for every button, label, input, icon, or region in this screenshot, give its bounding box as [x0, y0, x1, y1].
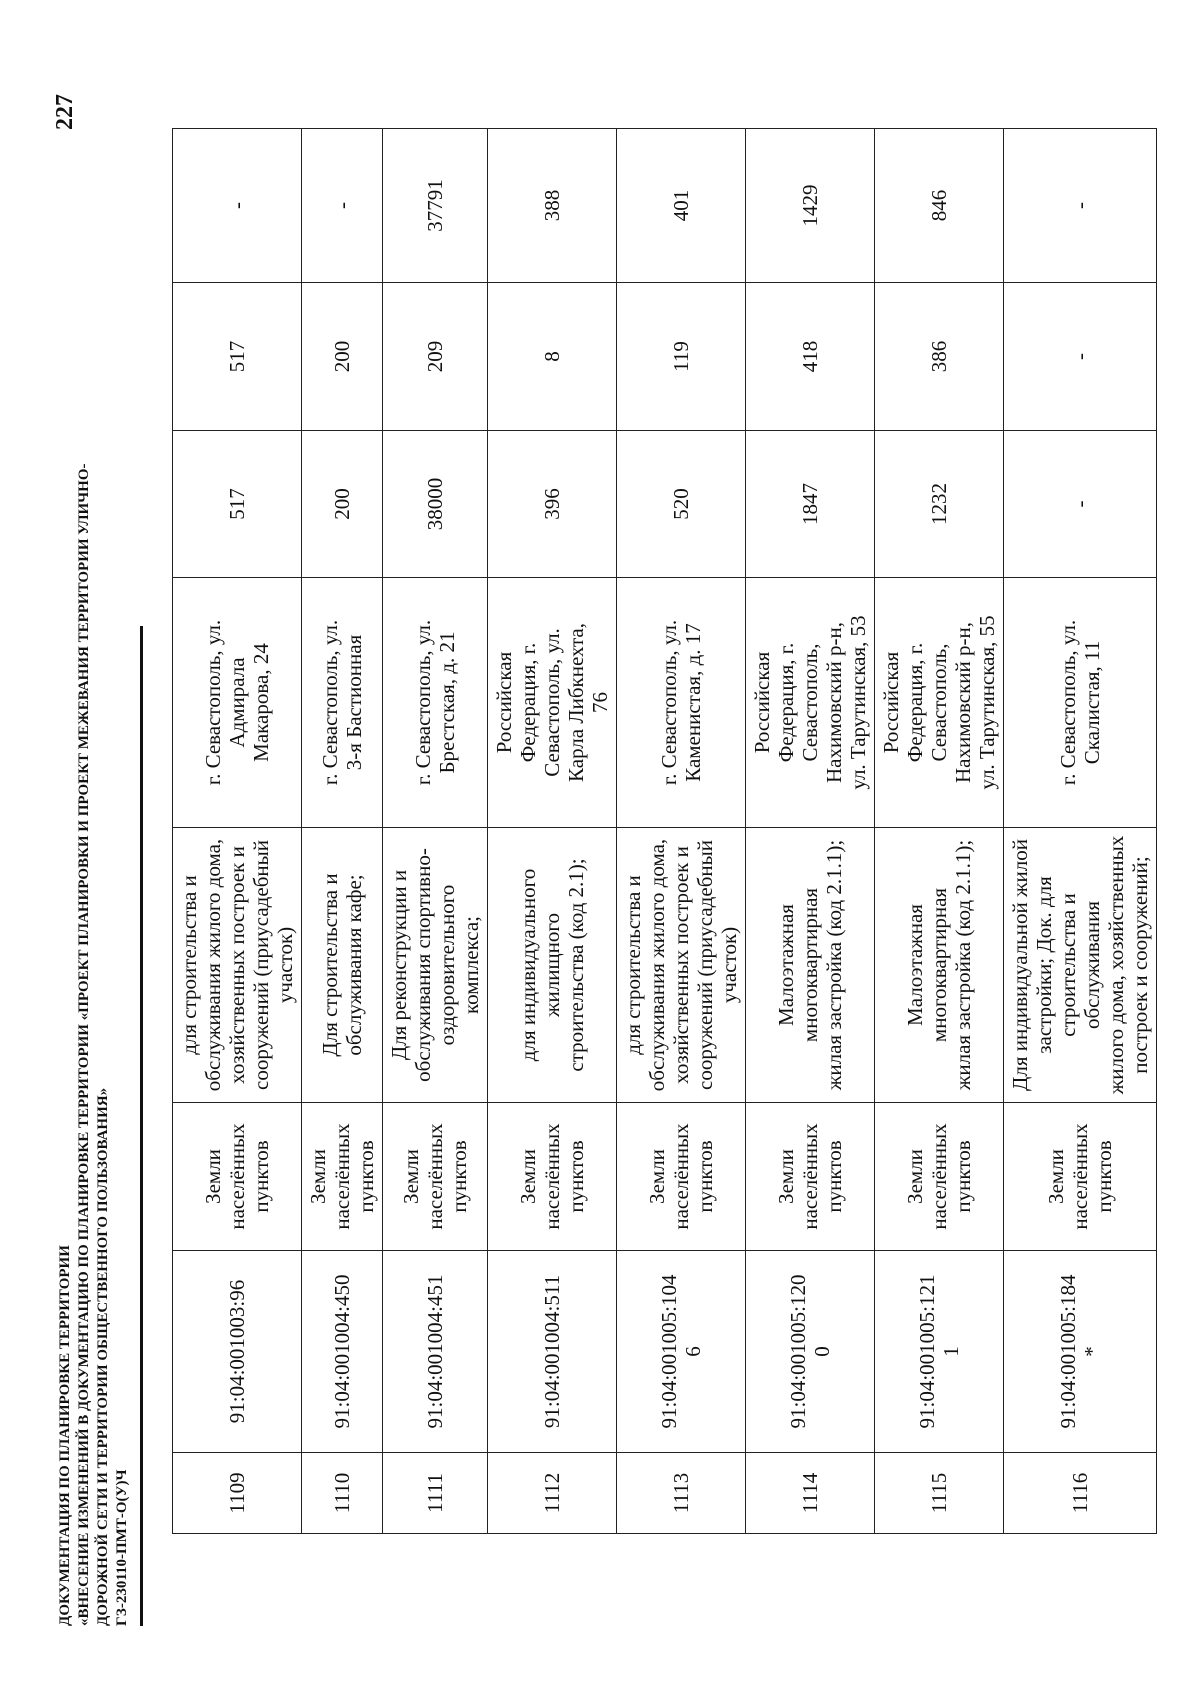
- land-category: Земли населённых пунктов: [617, 1103, 746, 1251]
- area-total: 517: [173, 431, 302, 578]
- land-category: Земли населённых пунктов: [1004, 1103, 1157, 1251]
- area-in-boundary: 119: [617, 283, 746, 431]
- permitted-use: Малоэтажная многоквартирная жилая застройка (код 2.1.1);: [875, 828, 1004, 1103]
- land-category: Земли населённых пунктов: [746, 1103, 875, 1251]
- row-number: 1111: [383, 1453, 488, 1534]
- land-plots-table: [172, 128, 1157, 1534]
- land-category: Земли населённых пунктов: [875, 1103, 1004, 1251]
- row-number: 1115: [875, 1453, 1004, 1534]
- row-number: 1116: [1004, 1453, 1157, 1534]
- table-row: [383, 129, 488, 1534]
- header-line-2: «ВНЕСЕНИЕ ИЗМЕНЕНИЙ В ДОКУМЕНТАЦИЮ ПО ПЛАНИРОВКЕ ТЕРРИТОРИИ «ПРОЕКТ ПЛАНИРОВКИ И ПРОЕКТ МЕЖЕВАНИЯ ТЕРРИТОРИИ УЛИЧНО-: [76, 463, 92, 1626]
- address: г. Севастополь, ул. Адмирала Макарова, 24: [173, 578, 302, 828]
- table-row: [617, 129, 746, 1534]
- address: г. Севастополь, ул. Каменистая, д. 17: [617, 578, 746, 828]
- area-total: -: [1004, 431, 1157, 578]
- area-total: 396: [488, 431, 617, 578]
- area-total: 520: [617, 431, 746, 578]
- permitted-use: для индивидуального жилищного строительства (код 2.1);: [488, 828, 617, 1103]
- area-in-boundary: 209: [383, 283, 488, 431]
- cadastral-number: 91:04:001003:96: [173, 1251, 302, 1453]
- area-total: 1232: [875, 431, 1004, 578]
- permitted-use: Малоэтажная многоквартирная жилая застройка (код 2.1.1);: [746, 828, 875, 1103]
- area-total: 38000: [383, 431, 488, 578]
- area-total: 1847: [746, 431, 875, 578]
- document-header: [56, 66, 132, 1626]
- table-row: [173, 129, 302, 1534]
- area-remaining: -: [302, 129, 383, 283]
- area-in-boundary: 517: [173, 283, 302, 431]
- table-row: [488, 129, 617, 1534]
- land-category: Земли населённых пунктов: [173, 1103, 302, 1251]
- cadastral-number: 91:04:001004:451: [383, 1251, 488, 1453]
- page-number: 227: [52, 94, 78, 130]
- row-number: 1110: [302, 1453, 383, 1534]
- cadastral-number: 91:04:001004:511: [488, 1251, 617, 1453]
- address: Российская Федерация, г. Севастополь, ул. Карла Либкнехта, 76: [488, 578, 617, 828]
- address: Российская Федерация, г. Севастополь, Нахимовский р-н, ул. Тарутинская, 55: [875, 578, 1004, 828]
- header-line-1: ДОКУМЕНТАЦИЯ ПО ПЛАНИРОВКЕ ТЕРРИТОРИИ: [57, 1245, 73, 1626]
- cadastral-number: 91:04:001005:184 *: [1004, 1251, 1157, 1453]
- area-remaining: 401: [617, 129, 746, 283]
- address: г. Севастополь, ул. Брестская, д. 21: [383, 578, 488, 828]
- area-in-boundary: 8: [488, 283, 617, 431]
- row-number: 1109: [173, 1453, 302, 1534]
- cadastral-number: 91:04:001004:450: [302, 1251, 383, 1453]
- cadastral-number: 91:04:001005:121 1: [875, 1251, 1004, 1453]
- area-remaining: 388: [488, 129, 617, 283]
- permitted-use: Для реконструкции и обслуживания спортивно- оздоровительного комплекса;: [383, 828, 488, 1103]
- area-remaining: -: [173, 129, 302, 283]
- area-remaining: -: [1004, 129, 1157, 283]
- permitted-use: Для строительства и обслуживания кафе;: [302, 828, 383, 1103]
- area-remaining: 37791: [383, 129, 488, 283]
- table-row: [302, 129, 383, 1534]
- row-number: 1112: [488, 1453, 617, 1534]
- address: Российская Федерация, г. Севастополь, Нахимовский р-н, ул. Тарутинская, 53: [746, 578, 875, 828]
- area-remaining: 1429: [746, 129, 875, 283]
- area-in-boundary: 200: [302, 283, 383, 431]
- header-line-4: ГЗ-230110-ПМТ-О(У)Ч: [114, 1469, 130, 1626]
- land-category: Земли населённых пунктов: [488, 1103, 617, 1251]
- area-in-boundary: -: [1004, 283, 1157, 431]
- area-total: 200: [302, 431, 383, 578]
- table-row: [1004, 129, 1157, 1534]
- address: г. Севастополь, ул. Скалистая, 11: [1004, 578, 1157, 828]
- cadastral-number: 91:04:001005:104 6: [617, 1251, 746, 1453]
- land-category: Земли населённых пунктов: [383, 1103, 488, 1251]
- address: г. Севастополь, ул. 3-я Бастионная: [302, 578, 383, 828]
- land-category: Земли населённых пунктов: [302, 1103, 383, 1251]
- table-row: [875, 129, 1004, 1534]
- permitted-use: Для индивидуальной жилой застройки; Док. для строительства и обслуживания жилого дома, хозяйственных построек и сооружений;: [1004, 828, 1157, 1103]
- header-line-3: ДОРОЖНОЙ СЕТИ И ТЕРРИТОРИИ ОБЩЕСТВЕННОГО ПОЛЬЗОВАНИЯ»: [95, 1087, 111, 1626]
- cadastral-number: 91:04:001005:120 0: [746, 1251, 875, 1453]
- area-in-boundary: 418: [746, 283, 875, 431]
- permitted-use: для строительства и обслуживания жилого дома, хозяйственных построек и сооружений (приусадебный участок): [617, 828, 746, 1103]
- permitted-use: для строительства и обслуживания жилого дома, хозяйственных построек и сооружений (приусадебный участок): [173, 828, 302, 1103]
- area-in-boundary: 386: [875, 283, 1004, 431]
- table-row: [746, 129, 875, 1534]
- row-number: 1114: [746, 1453, 875, 1534]
- header-rule: [140, 626, 143, 1626]
- row-number: 1113: [617, 1453, 746, 1534]
- area-remaining: 846: [875, 129, 1004, 283]
